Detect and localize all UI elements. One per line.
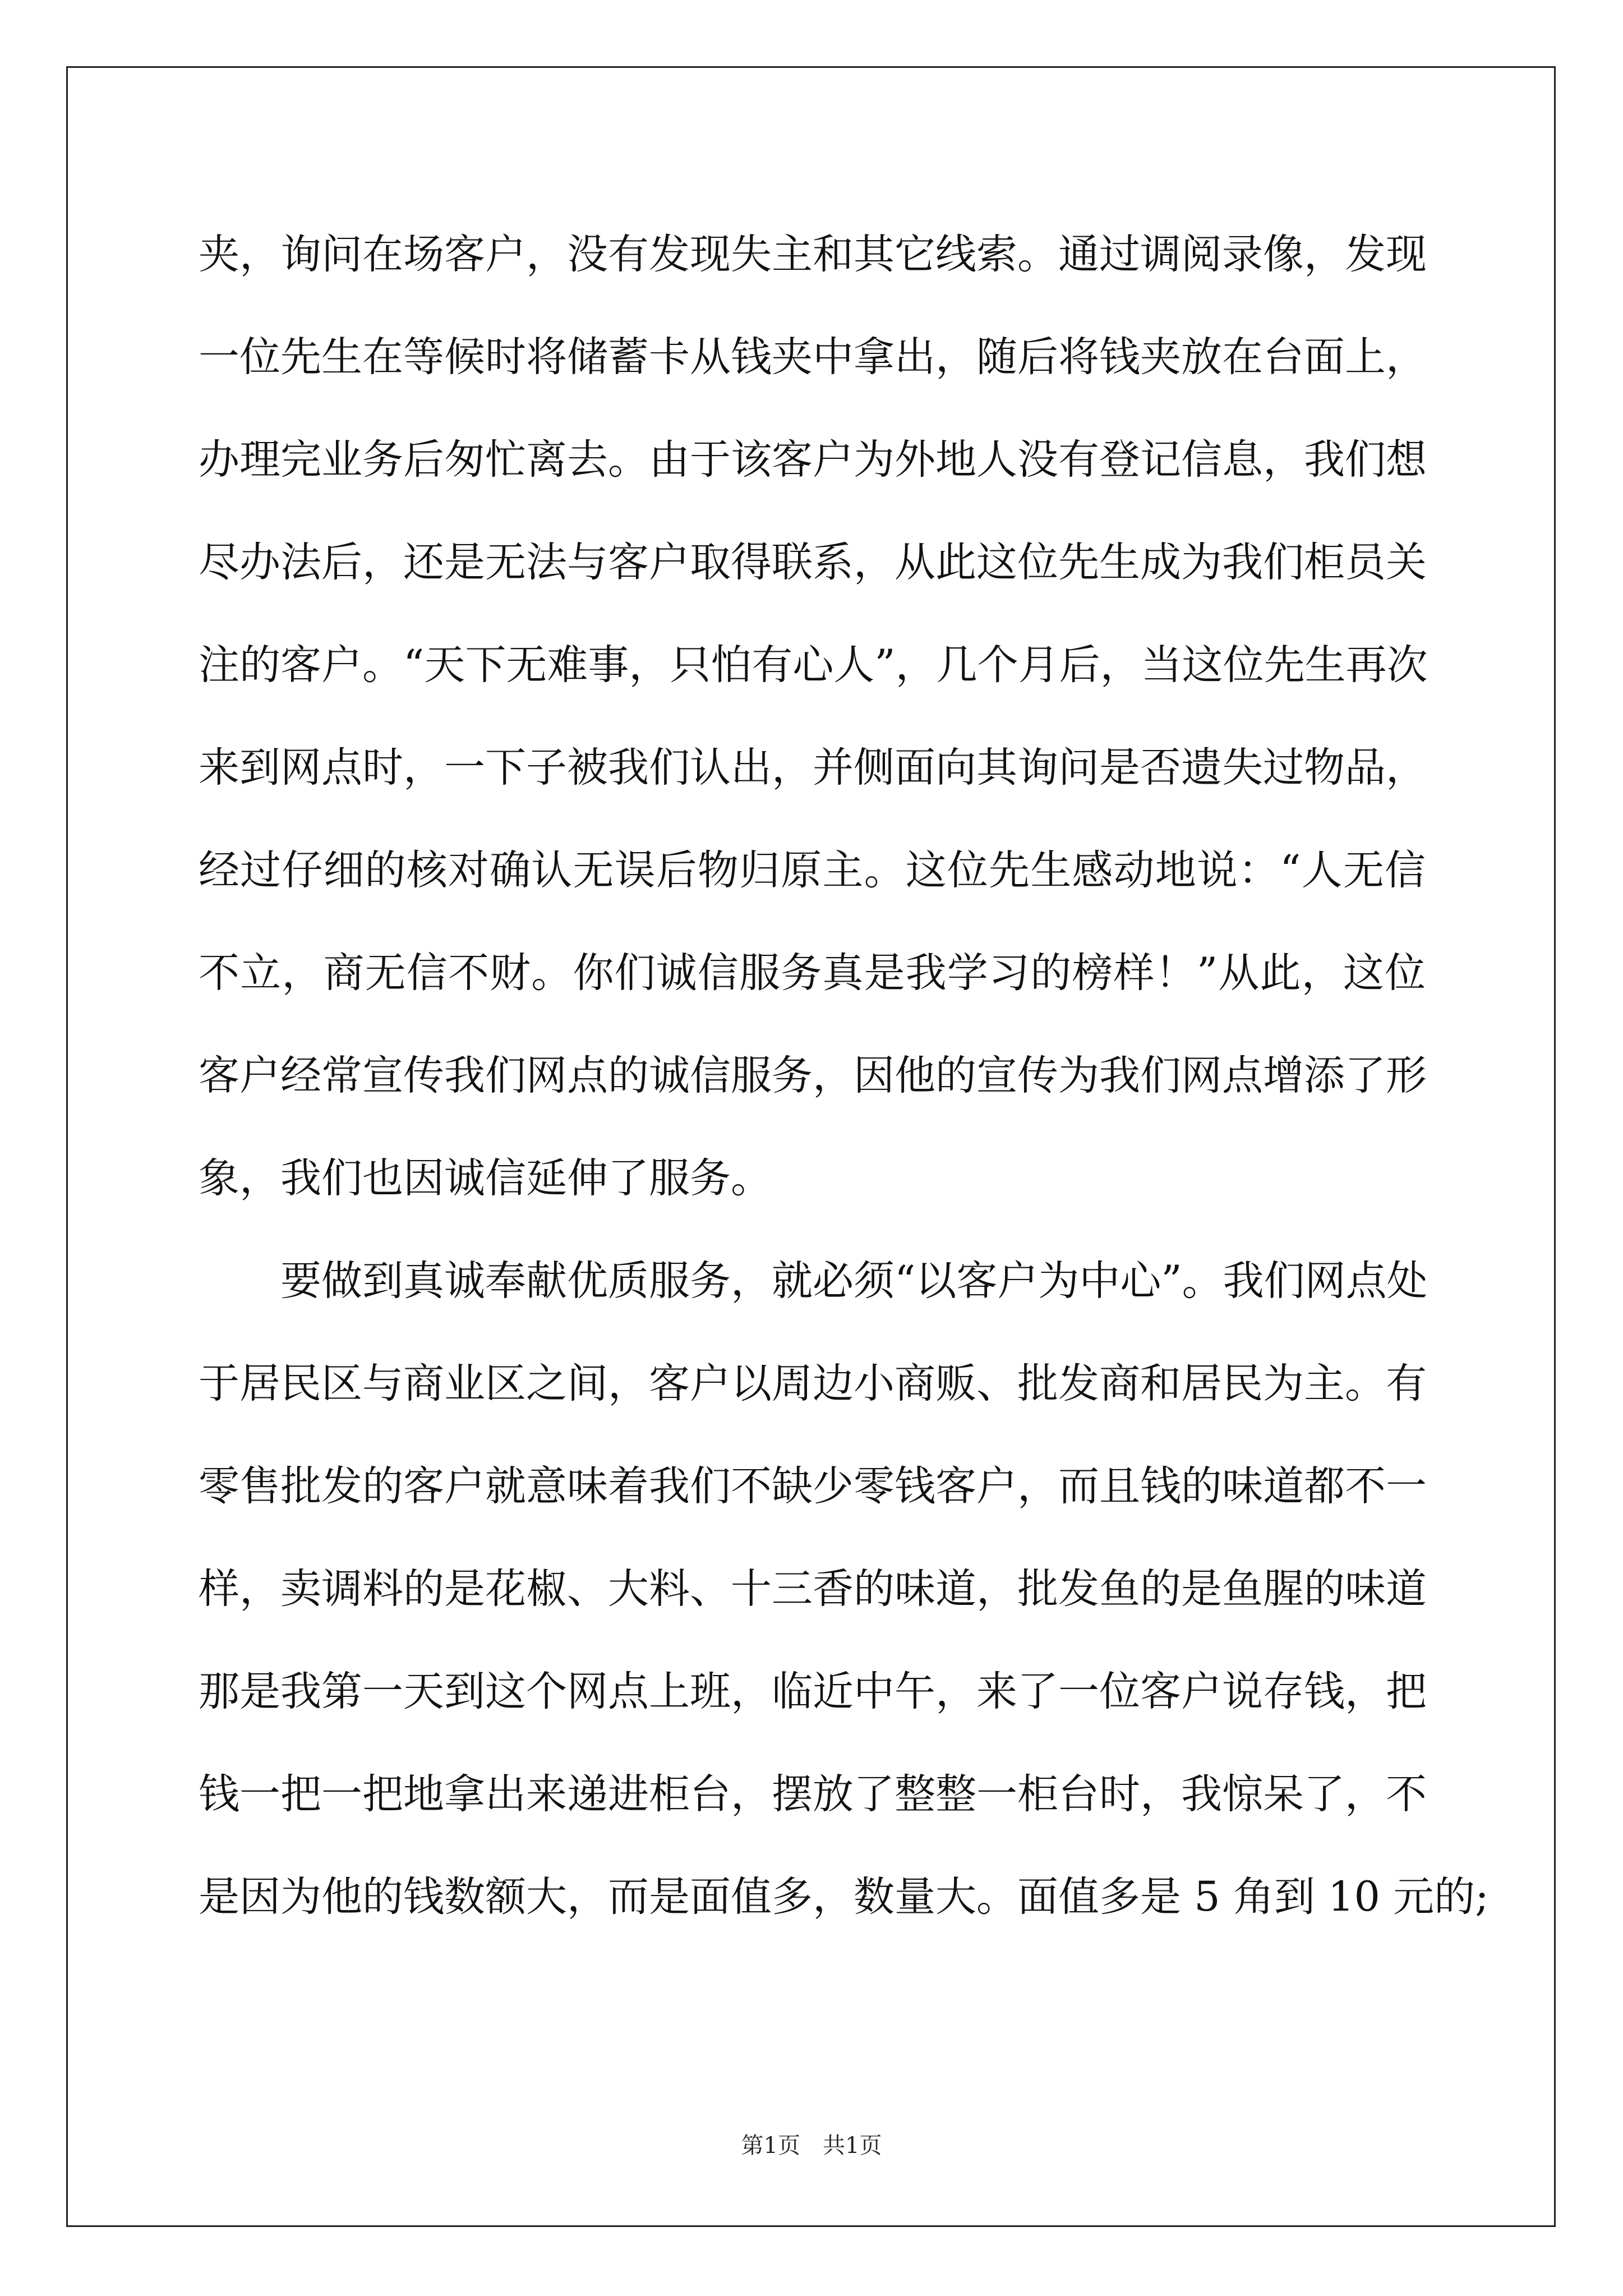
text-line: 那是我第一天到这个网点上班，临近中午，来了一位客户说存钱，把 (199, 1668, 1427, 1715)
text-line: 尽办法后，还是无法与客户取得联系，从此这位先生成为我们柜员关 (199, 539, 1427, 586)
document-body (199, 203, 1489, 1948)
text-line: 一位先生在等候时将储蓄卡从钱夹中拿出，随后将钱夹放在台面上， (199, 333, 1427, 381)
text-line: 钱一把一把地拿出来递进柜台，摆放了整整一柜台时，我惊呆了，不 (199, 1770, 1427, 1818)
text-line: 不立，商无信不财。你们诚信服务真是我学习的榜样！”从此，这位 (199, 949, 1426, 997)
text-line: 客户经常宣传我们网点的诚信服务，因他的宣传为我们网点增添了形 (199, 1052, 1427, 1099)
text-line: 样，卖调料的是花椒、大料、十三香的味道，批发鱼的是鱼腥的味道 (199, 1565, 1427, 1613)
text-line: 于居民区与商业区之间，客户以周边小商贩、批发商和居民为主。有 (199, 1360, 1427, 1407)
text-line: 是因为他的钱数额大，而是面值多，数量大。面值多是 5 角到 10 元的; (199, 1873, 1489, 1921)
text-line: 夹，询问在场客户，没有发现失主和其它线索。通过调阅录像，发现 (199, 231, 1427, 278)
text-line: 象，我们也因诚信延伸了服务。 (199, 1154, 772, 1202)
paragraph-first-line: 要做到真诚奉献优质服务，就必须“以客户为中心”。我们网点处 (280, 1257, 1428, 1305)
text-line: 经过仔细的核对确认无误后物归原主。这位先生感动地说：“人无信 (199, 846, 1426, 894)
page-number-footer: 第1页 共1页 (741, 2133, 882, 2159)
text-line: 零售批发的客户就意味着我们不缺少零钱客户，而且钱的味道都不一 (199, 1462, 1427, 1510)
text-line: 来到网点时，一下子被我们认出，并侧面向其询问是否遗失过物品， (199, 744, 1427, 792)
text-line: 办理完业务后匆忙离去。由于该客户为外地人没有登记信息，我们想 (199, 436, 1427, 484)
text-line: 注的客户。“天下无难事，只怕有心人”，几个月后，当这位先生再次 (199, 641, 1428, 689)
